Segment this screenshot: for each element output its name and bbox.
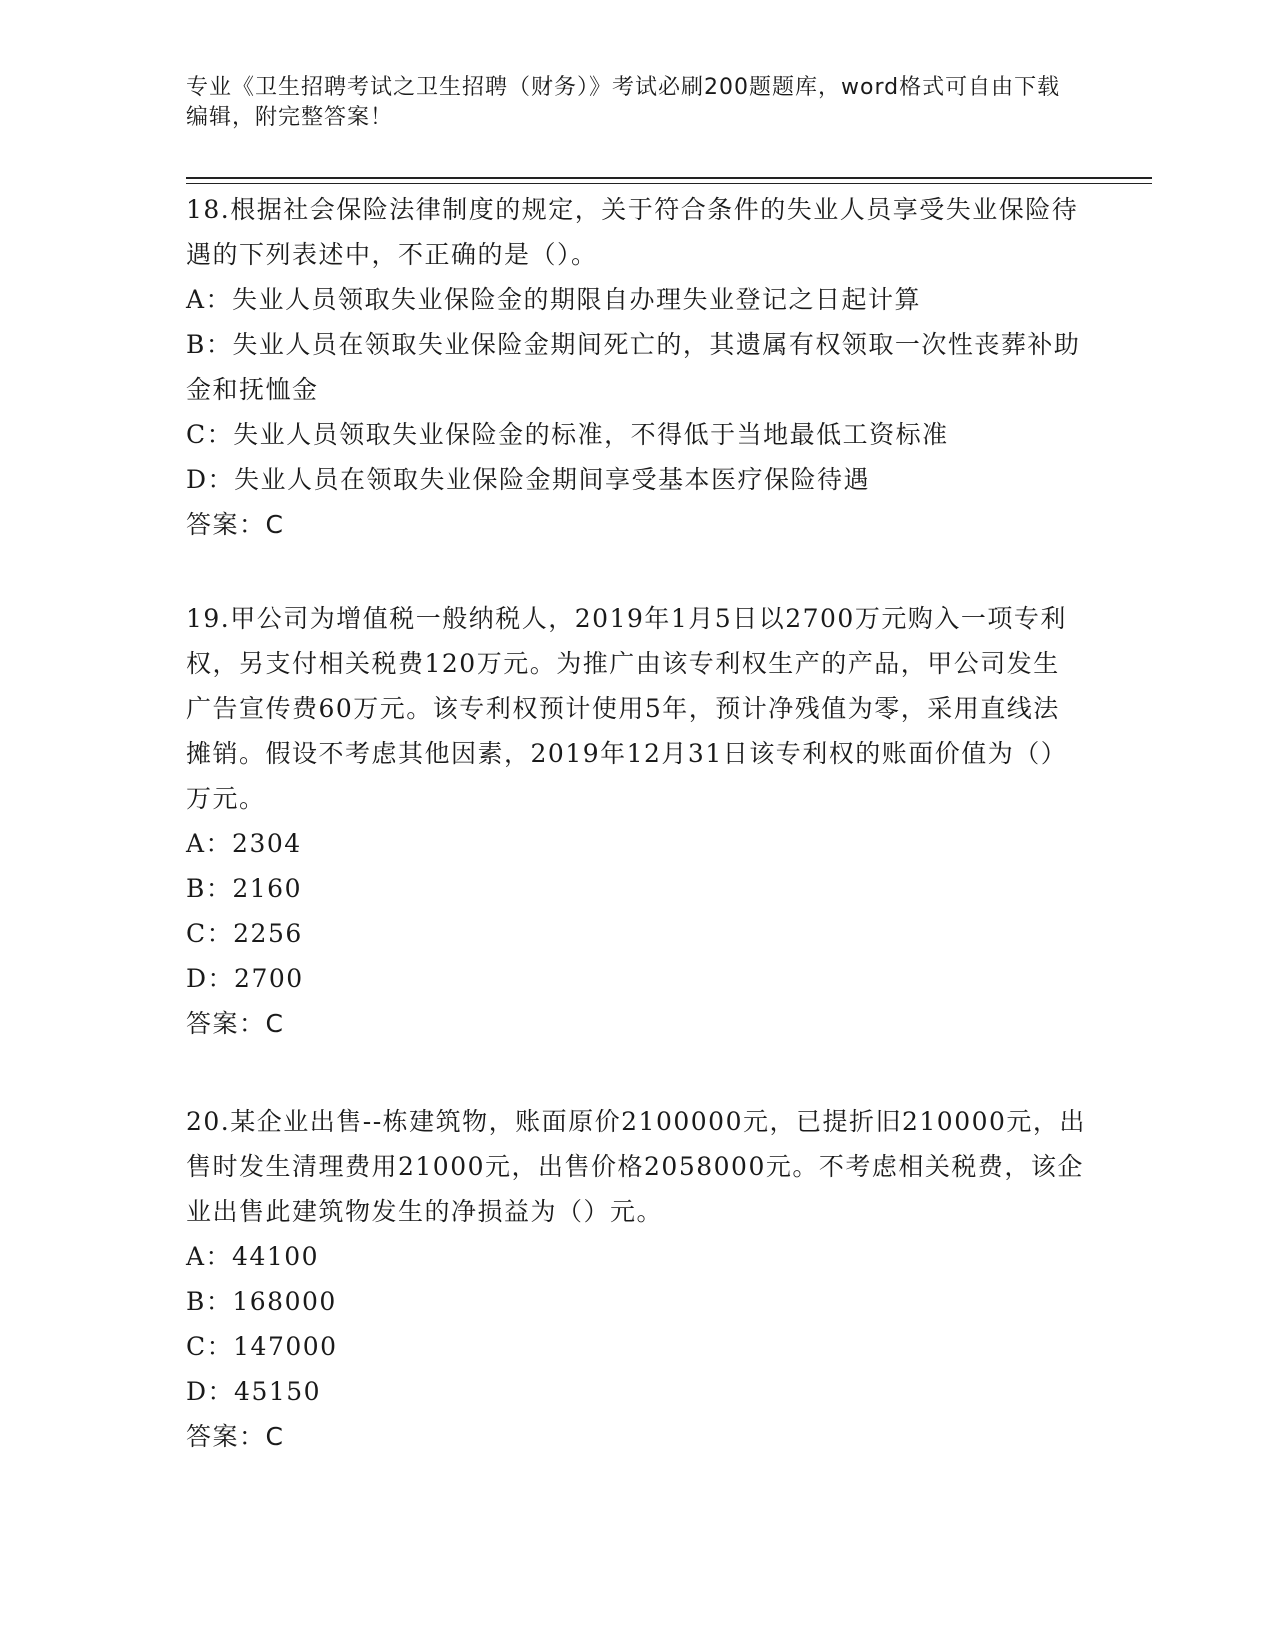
option-a: A：44100	[186, 1242, 320, 1271]
option-c: C：2256	[186, 919, 303, 948]
question-stem: 20.某企业出售--栋建筑物，账面原价2100000元，已提折旧210000元，出售时发生清理费用21000元，出售价格2058000元。不考虑相关税费，该企业出售此建筑物发生的净损益为（）元。	[186, 1107, 1086, 1226]
question-19	[186, 596, 1086, 1046]
question-stem: 19.甲公司为增值税一般纳税人，2019年1月5日以2700万元购入一项专利权，另支付相关税费120万元。为推广由该专利权生产的产品，甲公司发生广告宣传费60万元。该专利权预计使用5年，预计净残值为零，采用直线法摊销。假设不考虑其他因素，2019年12月31日该专利权的账面价值为（）万元。	[186, 604, 1068, 813]
document-header: 专业《卫生招聘考试之卫生招聘（财务）》考试必刷200题题库，word格式可自由下载编辑，附完整答案！	[186, 75, 1061, 130]
option-b: B：失业人员在领取失业保险金期间死亡的，其遗属有权领取一次性丧葬补助金和抚恤金	[186, 330, 1081, 404]
option-a: A：失业人员领取失业保险金的期限自办理失业登记之日起计算	[186, 285, 922, 314]
answer: 答案：C	[186, 1422, 285, 1451]
question-20	[186, 1099, 1086, 1459]
answer: 答案：C	[186, 1009, 285, 1038]
option-b: B：168000	[186, 1287, 337, 1316]
header-divider-thin	[186, 183, 1152, 184]
option-c: C：147000	[186, 1332, 338, 1361]
option-d: D：失业人员在领取失业保险金期间享受基本医疗保险待遇	[186, 465, 871, 494]
option-c: C：失业人员领取失业保险金的标准，不得低于当地最低工资标准	[186, 420, 949, 449]
option-d: D：45150	[186, 1377, 322, 1406]
option-b: B：2160	[186, 874, 302, 903]
answer: 答案：C	[186, 510, 285, 539]
question-18	[186, 187, 1086, 547]
option-a: A：2304	[186, 829, 302, 858]
question-stem: 18.根据社会保险法律制度的规定，关于符合条件的失业人员享受失业保险待遇的下列表述中，不正确的是（）。	[186, 195, 1079, 269]
header-divider-thick	[186, 177, 1152, 179]
option-d: D：2700	[186, 964, 304, 993]
